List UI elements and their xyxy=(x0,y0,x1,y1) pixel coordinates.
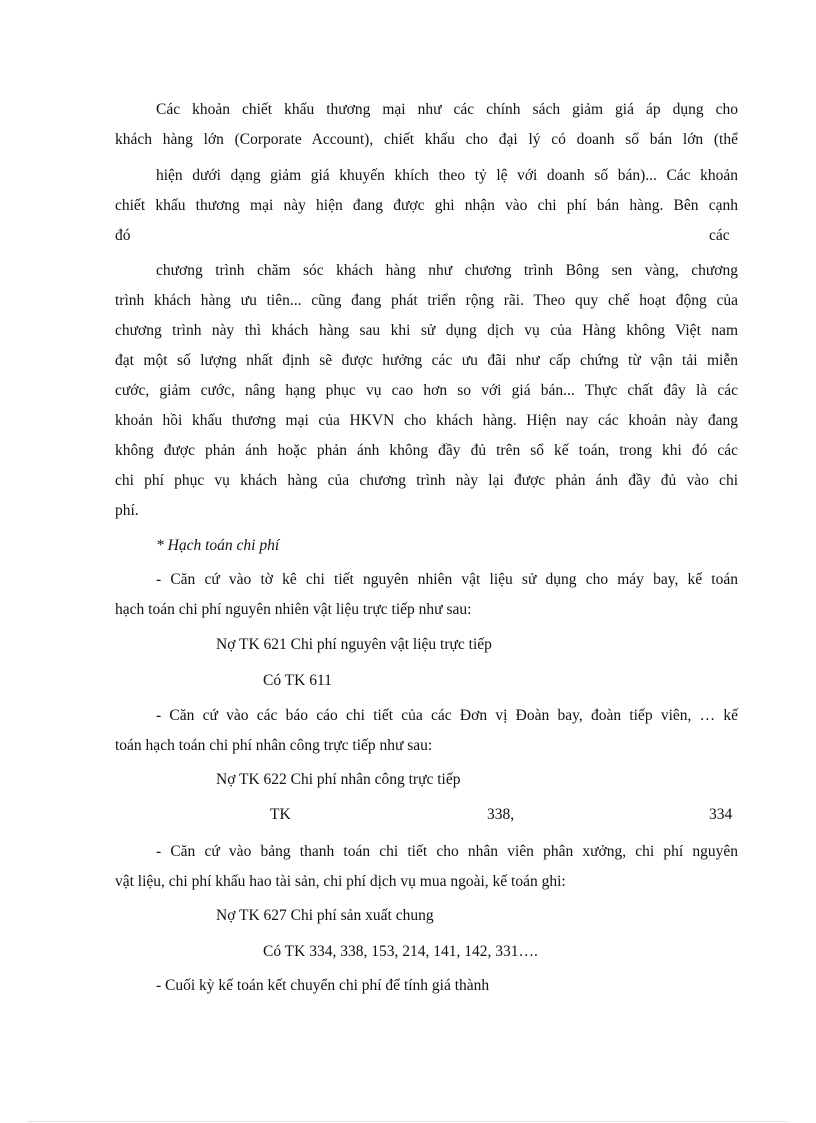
journal-entry-debit: Nợ TK 621 Chi phí nguyên vật liệu trực tiếp xyxy=(216,636,492,653)
journal-entry-credit-part: 334 xyxy=(709,806,733,823)
text-line: khách hàng lớn (Corporate Account), chiết khấu cho đại lý có doanh số bán lớn (thể xyxy=(115,131,738,148)
text-line: cước, giảm cước, nâng hạng phục vụ cao hơn so với giá bán... Thực chất đây là các xyxy=(115,382,738,399)
text-line: đó xyxy=(115,227,131,244)
journal-entry-debit: Nợ TK 627 Chi phí sản xuất chung xyxy=(216,907,434,924)
text-line: - Căn cứ vào các báo cáo chi tiết của các Đơn vị Đoàn bay, đoàn tiếp viên, … kế xyxy=(156,707,738,724)
text-line: chương trình chăm sóc khách hàng như chương trình Bông sen vàng, chương xyxy=(156,262,738,279)
journal-entry-credit: Có TK 334, 338, 153, 214, 141, 142, 331…. xyxy=(263,943,538,960)
text-line: chiết khấu thương mại này hiện đang được ghi nhận vào chi phí bán hàng. Bên cạnh xyxy=(115,197,738,214)
text-line: không được phản ánh hoặc phản ánh không đầy đủ trên sổ kế toán, trong khi đó các xyxy=(115,442,738,459)
text-line: các xyxy=(709,227,730,244)
text-line: đạt một số lượng nhất định sẽ được hưởng các ưu đãi như cấp chứng từ vận tải miễn xyxy=(115,352,738,369)
text-line: chương trình này thì khách hàng sau khi sử dụng dịch vụ của Hàng không Việt nam xyxy=(115,322,738,339)
text-line: Các khoản chiết khấu thương mại như các chính sách giảm giá áp dụng cho xyxy=(156,101,738,118)
journal-entry-credit-part: 338, xyxy=(487,806,515,823)
text-line: - Căn cứ vào tờ kê chi tiết nguyên nhiên vật liệu sử dụng cho máy bay, kế toán xyxy=(156,571,738,588)
text-line: trình khách hàng ưu tiên... cũng đang phát triển rộng rãi. Theo quy chế hoạt động của xyxy=(115,292,738,309)
text-line: - Cuối kỳ kế toán kết chuyển chi phí để tính giá thành xyxy=(156,977,490,994)
text-line: chi phí phục vụ khách hàng của chương trình này lại được phản ánh đầy đủ vào chi xyxy=(115,472,738,489)
journal-entry-credit: Có TK 611 xyxy=(263,672,332,689)
text-line: - Căn cứ vào bảng thanh toán chi tiết cho nhân viên phân xưởng, chi phí nguyên xyxy=(156,843,738,860)
journal-entry-credit-part: TK xyxy=(270,806,291,823)
page-bottom-border xyxy=(28,1121,788,1122)
text-line: hạch toán chi phí nguyên nhiên vật liệu trực tiếp như sau: xyxy=(115,601,472,618)
text-line: phí. xyxy=(115,502,139,519)
section-heading: * Hạch toán chi phí xyxy=(156,537,280,554)
text-line: toán hạch toán chi phí nhân công trực tiếp như sau: xyxy=(115,737,433,754)
journal-entry-debit: Nợ TK 622 Chi phí nhân công trực tiếp xyxy=(216,771,461,788)
text-line: khoản hồi khấu thương mại của HKVN cho khách hàng. Hiện nay các khoản này đang xyxy=(115,412,738,429)
text-line: vật liệu, chi phí khấu hao tài sản, chi phí dịch vụ mua ngoài, kế toán ghi: xyxy=(115,873,566,890)
text-line: hiện dưới dạng giảm giá khuyến khích theo tỷ lệ với doanh số bán)... Các khoản xyxy=(156,167,738,184)
